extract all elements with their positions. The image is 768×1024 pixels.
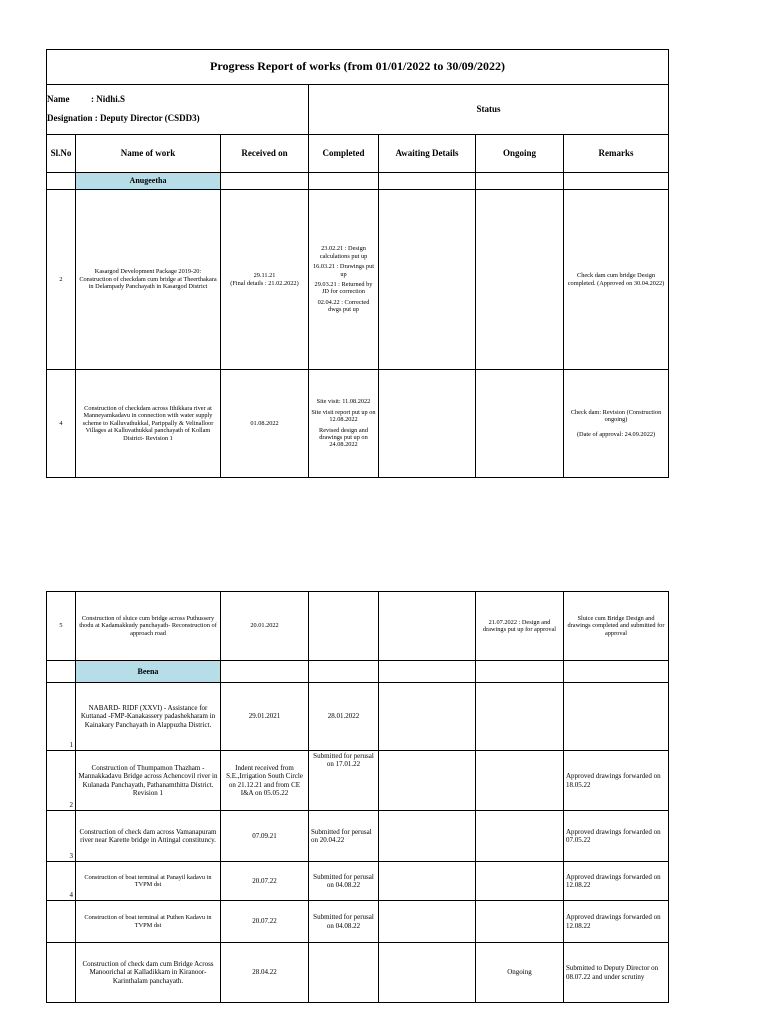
sl-no — [47, 901, 76, 943]
completed-entry: 23.02.21 : Design calculations put up — [319, 245, 368, 260]
remarks: Approved drawings forwarded on 07.05.22 — [564, 811, 669, 862]
name-label: Name — [47, 94, 70, 105]
table-row — [47, 901, 669, 943]
progress-table-1 — [46, 49, 669, 478]
table-row — [47, 190, 669, 370]
remarks — [564, 683, 669, 751]
sl-no: 2 — [47, 751, 76, 811]
received-on: 20.01.2022 — [221, 592, 309, 661]
col-received-on: Received on — [221, 135, 309, 173]
completed-cell: Submitted for perusal on 17.01.22 — [309, 751, 379, 811]
received-on: 29.01.2021 — [221, 683, 309, 751]
col-sl-no: Sl.No — [47, 135, 76, 173]
received-on: 20.07.22 — [221, 862, 309, 901]
completed-entry: Revised design and drawings put up on 24.08.2022 — [319, 426, 368, 449]
sl-no: 5 — [47, 592, 76, 661]
completed-entry: 02.04.22 : Corrected dwgs put up — [317, 298, 370, 314]
remarks: Check dam cum bridge Design completed. (Approved on 30.04.2022) — [564, 190, 669, 370]
completed-entry: Site visit: 11.08.2022 — [316, 398, 371, 406]
ongoing-cell — [476, 862, 564, 901]
work-name: Construction of checkdam across Ithikkara river at Manneyamkadavu in connection with water supply scheme to Kalluvathukkal, Parippally & Velinalloor Villages at Kalluvathukkal panchayath of Kollam District- Revision 1 — [76, 370, 221, 478]
completed-cell: 28.01.2022 — [309, 683, 379, 751]
sl-no: 4 — [47, 370, 76, 478]
ongoing-cell — [476, 751, 564, 811]
completed-entry: Site visit report put up on 12.08.2022 — [311, 408, 376, 424]
remarks: Approved drawings forwarded on 18.05.22 — [564, 751, 669, 811]
ongoing-cell — [476, 901, 564, 943]
sl-no: 2 — [47, 190, 76, 370]
work-name: Kasargod Development Package 2019-20: Construction of checkdam cum bridge at Theerthakara in Delampady Panchayath in Kasargod District — [76, 190, 221, 370]
awaiting-cell — [379, 901, 476, 943]
sl-no: 4 — [47, 862, 76, 901]
work-name: Construction of boat terminal at Puthen Kadavu in TVPM dst — [76, 901, 221, 943]
remarks: Sluice cum Bridge Design and drawings completed and submitted for approval — [564, 592, 669, 661]
table-row — [47, 811, 669, 862]
completed-entry: 16.03.21 : Drawings put up — [312, 263, 375, 278]
received-on: 28.04.22 — [221, 943, 309, 1003]
section-anugeetha: Anugeetha — [76, 173, 221, 190]
employee-info — [47, 85, 309, 135]
progress-table-2 — [46, 591, 669, 1003]
ongoing-cell: 21.07.2022 : Design and drawings put up for approval — [476, 592, 564, 661]
ongoing-cell — [476, 811, 564, 862]
completed-cell — [309, 943, 379, 1003]
work-name: NABARD- RIDF (XXVI) - Assistance for Kuttanad -FMP-Kanakassery padashekharam in Kainakary Panchayath in Alappuzha District. — [76, 683, 221, 751]
ongoing-cell — [476, 370, 564, 478]
table-row — [47, 370, 669, 478]
table-row — [47, 943, 669, 1003]
completed-cell — [309, 592, 379, 661]
work-name: Construction of Thumpamon Thazham - Mannakkadavu Bridge across Achencovil river in Kulanada Panchayath, Pathanamthitta District. Revision 1 — [76, 751, 221, 811]
work-name: Construction of check dam cum Bridge Across Manoorichal at Kalladikkam in Kiranoor-Karinthalam panchayath. — [76, 943, 221, 1003]
remarks: Approved drawings forwarded on 12.08.22 — [564, 901, 669, 943]
completed-cell: Submitted for perusal on 20.04.22 — [309, 811, 379, 862]
col-ongoing: Ongoing — [476, 135, 564, 173]
remarks: Check dam: Revision (Construction ongoing) (Date of approval: 24.09.2022) — [564, 370, 669, 478]
work-name: Construction of boat terminal at Panayil kadavu in TVPM dst — [76, 862, 221, 901]
awaiting-cell — [379, 811, 476, 862]
remarks: Submitted to Deputy Director on 08.07.22 and under scrutiny — [564, 943, 669, 1003]
received-on: 07.09.21 — [221, 811, 309, 862]
received-on: 01.08.2022 — [221, 370, 309, 478]
designation-value: : Deputy Director (CSDD3) — [94, 112, 200, 123]
report-title: Progress Report of works (from 01/01/2022 to 30/09/2022) — [47, 50, 669, 85]
work-name: Construction of sluice cum bridge across Puthussery thodu at Kadamakkudy panchayath- Reconstruction of approach road — [76, 592, 221, 661]
status-header: Status — [309, 85, 669, 135]
awaiting-cell — [379, 370, 476, 478]
table-row — [47, 683, 669, 751]
completed-cell: Submitted for perusal on 04.08.22 — [309, 901, 379, 943]
received-on: 29.11.21 (Final details : 21.02.2022) — [221, 190, 309, 370]
completed-cell: Submitted for perusal on 04.08.22 — [309, 862, 379, 901]
table-row — [47, 592, 669, 661]
table-row — [47, 751, 669, 811]
work-name: Construction of check dam across Vamanapuram river near Karette bridge in Attingal constituncy. — [76, 811, 221, 862]
sl-no — [47, 943, 76, 1003]
col-awaiting: Awaiting Details — [379, 135, 476, 173]
awaiting-cell — [379, 862, 476, 901]
ongoing-cell — [476, 683, 564, 751]
col-completed: Completed — [309, 135, 379, 173]
name-value: : Nidhi.S — [91, 94, 126, 105]
awaiting-cell — [379, 683, 476, 751]
awaiting-cell — [379, 943, 476, 1003]
awaiting-cell — [379, 751, 476, 811]
table-row — [47, 862, 669, 901]
sl-no: 3 — [47, 811, 76, 862]
ongoing-cell: Ongoing — [476, 943, 564, 1003]
awaiting-cell — [379, 592, 476, 661]
col-remarks: Remarks — [564, 135, 669, 173]
col-name-of-work: Name of work — [76, 135, 221, 173]
designation-label: Designation — [47, 112, 93, 123]
section-beena: Beena — [76, 661, 221, 683]
awaiting-cell — [379, 190, 476, 370]
received-on: 20.07.22 — [221, 901, 309, 943]
completed-entry: 29.03.21 : Returned by JD for correction — [314, 281, 373, 296]
sl-no: 1 — [47, 683, 76, 751]
ongoing-cell — [476, 190, 564, 370]
completed-cell — [309, 190, 379, 370]
remarks: Approved drawings forwarded on 12.08.22 — [564, 862, 669, 901]
received-on: Indent received from S.E.,Irrigation South Circle on 21.12.21 and from CE I&A on 05.05.22 — [221, 751, 309, 811]
completed-cell — [309, 370, 379, 478]
